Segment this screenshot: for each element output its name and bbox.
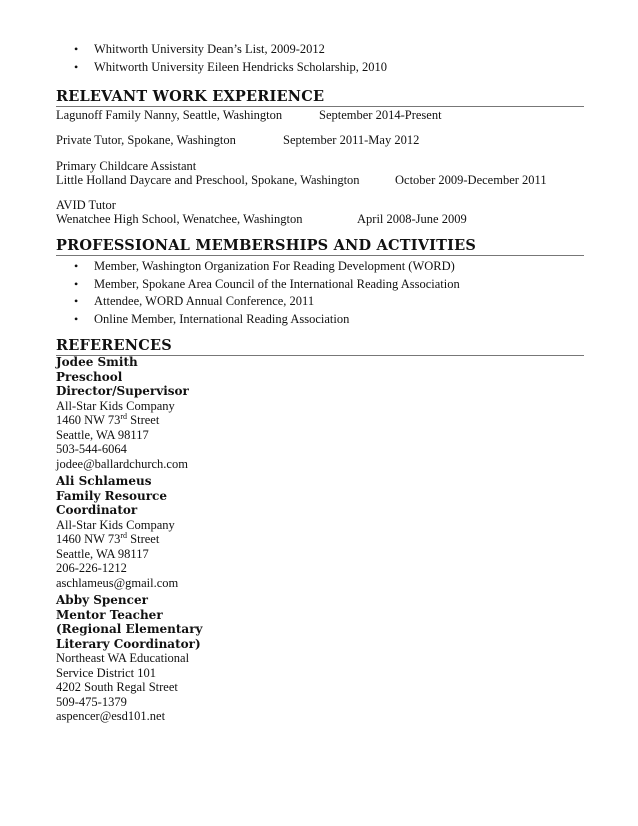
reference-role: Family Resource <box>56 488 167 503</box>
references-section-title: REFERENCES <box>56 337 584 356</box>
list-item: • Attendee, WORD Annual Conference, 2011 <box>56 293 460 311</box>
reference-org: Northeast WA Educational <box>56 651 190 665</box>
job-dates: September 2014-Present <box>319 108 442 122</box>
reference-email: jodee@ballardchurch.com <box>56 456 188 471</box>
list-item: • Whitworth University Eileen Hendricks Scholarship, 2010 <box>56 59 387 77</box>
reference-email: aspencer@esd101.net <box>56 709 166 723</box>
reference-role: Coordinator <box>56 503 138 517</box>
bullet-icon: • <box>74 276 79 291</box>
reference-email: aschlameus@gmail.com <box>56 575 179 590</box>
reference-name: Ali Schlameus <box>56 474 152 488</box>
job-line: Private Tutor, Spokane, Washington September 2011-May 2012 <box>56 133 420 147</box>
bullet-icon: • <box>74 294 79 308</box>
job-role: Primary Childcare Assistant <box>56 159 197 173</box>
list-item: • Online Member, International Reading Association <box>56 311 460 329</box>
reference-org-district: Service District 101 <box>56 665 156 680</box>
reference-role: Director/Supervisor <box>56 384 189 398</box>
reference-ali-schlameus <box>56 474 356 590</box>
memberships-list <box>56 258 460 328</box>
reference-jodee-smith <box>56 355 356 471</box>
reference-abby-spencer <box>56 593 356 724</box>
job-line: Little Holland Daycare and Preschool, Spokane, Washington October 2009-December 2011 <box>56 173 547 187</box>
reference-role: (Regional Elementary <box>56 622 203 636</box>
memberships-section-title: PROFESSIONAL MEMBERSHIPS AND ACTIVITIES <box>56 237 584 256</box>
reference-phone: 509-475-1379 <box>56 694 127 709</box>
reference-role: Mentor Teacher <box>56 607 163 622</box>
reference-role: Preschool <box>56 369 123 384</box>
reference-street: 1460 NW 73rd Street <box>56 530 160 546</box>
reference-role: Literary Coordinator) <box>56 636 201 651</box>
bullet-icon: • <box>74 259 79 273</box>
reference-phone: 503-544-6064 <box>56 442 127 456</box>
honors-list <box>56 41 387 76</box>
reference-city: Seattle, WA 98117 <box>56 427 149 442</box>
reference-phone: 206-226-1212 <box>56 561 127 575</box>
list-item: • Whitworth University Dean’s List, 2009-2012 <box>56 41 387 59</box>
reference-street: 1460 NW 73rd Street <box>56 411 160 427</box>
job-dates: April 2008-June 2009 <box>357 212 467 226</box>
reference-org: All-Star Kids Company <box>56 398 175 413</box>
reference-org: All-Star Kids Company <box>56 517 175 532</box>
reference-street: 4202 South Regal Street <box>56 680 178 694</box>
job-line: Wenatchee High School, Wenatchee, Washington April 2008-June 2009 <box>56 212 467 226</box>
reference-city: Seattle, WA 98117 <box>56 546 149 561</box>
list-item: • Member, Spokane Area Council of the International Reading Association <box>56 276 460 294</box>
job-line: Lagunoff Family Nanny, Seattle, Washington September 2014-Present <box>56 108 442 122</box>
list-item: • Member, Washington Organization For Reading Development (WORD) <box>56 258 460 276</box>
job-dates: September 2011-May 2012 <box>283 133 420 147</box>
bullet-icon: • <box>74 311 79 326</box>
bullet-icon: • <box>74 59 79 74</box>
reference-name: Jodee Smith <box>56 355 138 369</box>
job-role: AVID Tutor <box>56 198 116 212</box>
bullet-icon: • <box>74 42 79 56</box>
job-dates: October 2009-December 2011 <box>395 173 547 187</box>
reference-name: Abby Spencer <box>56 593 148 607</box>
work-section-title: RELEVANT WORK EXPERIENCE <box>56 88 584 107</box>
